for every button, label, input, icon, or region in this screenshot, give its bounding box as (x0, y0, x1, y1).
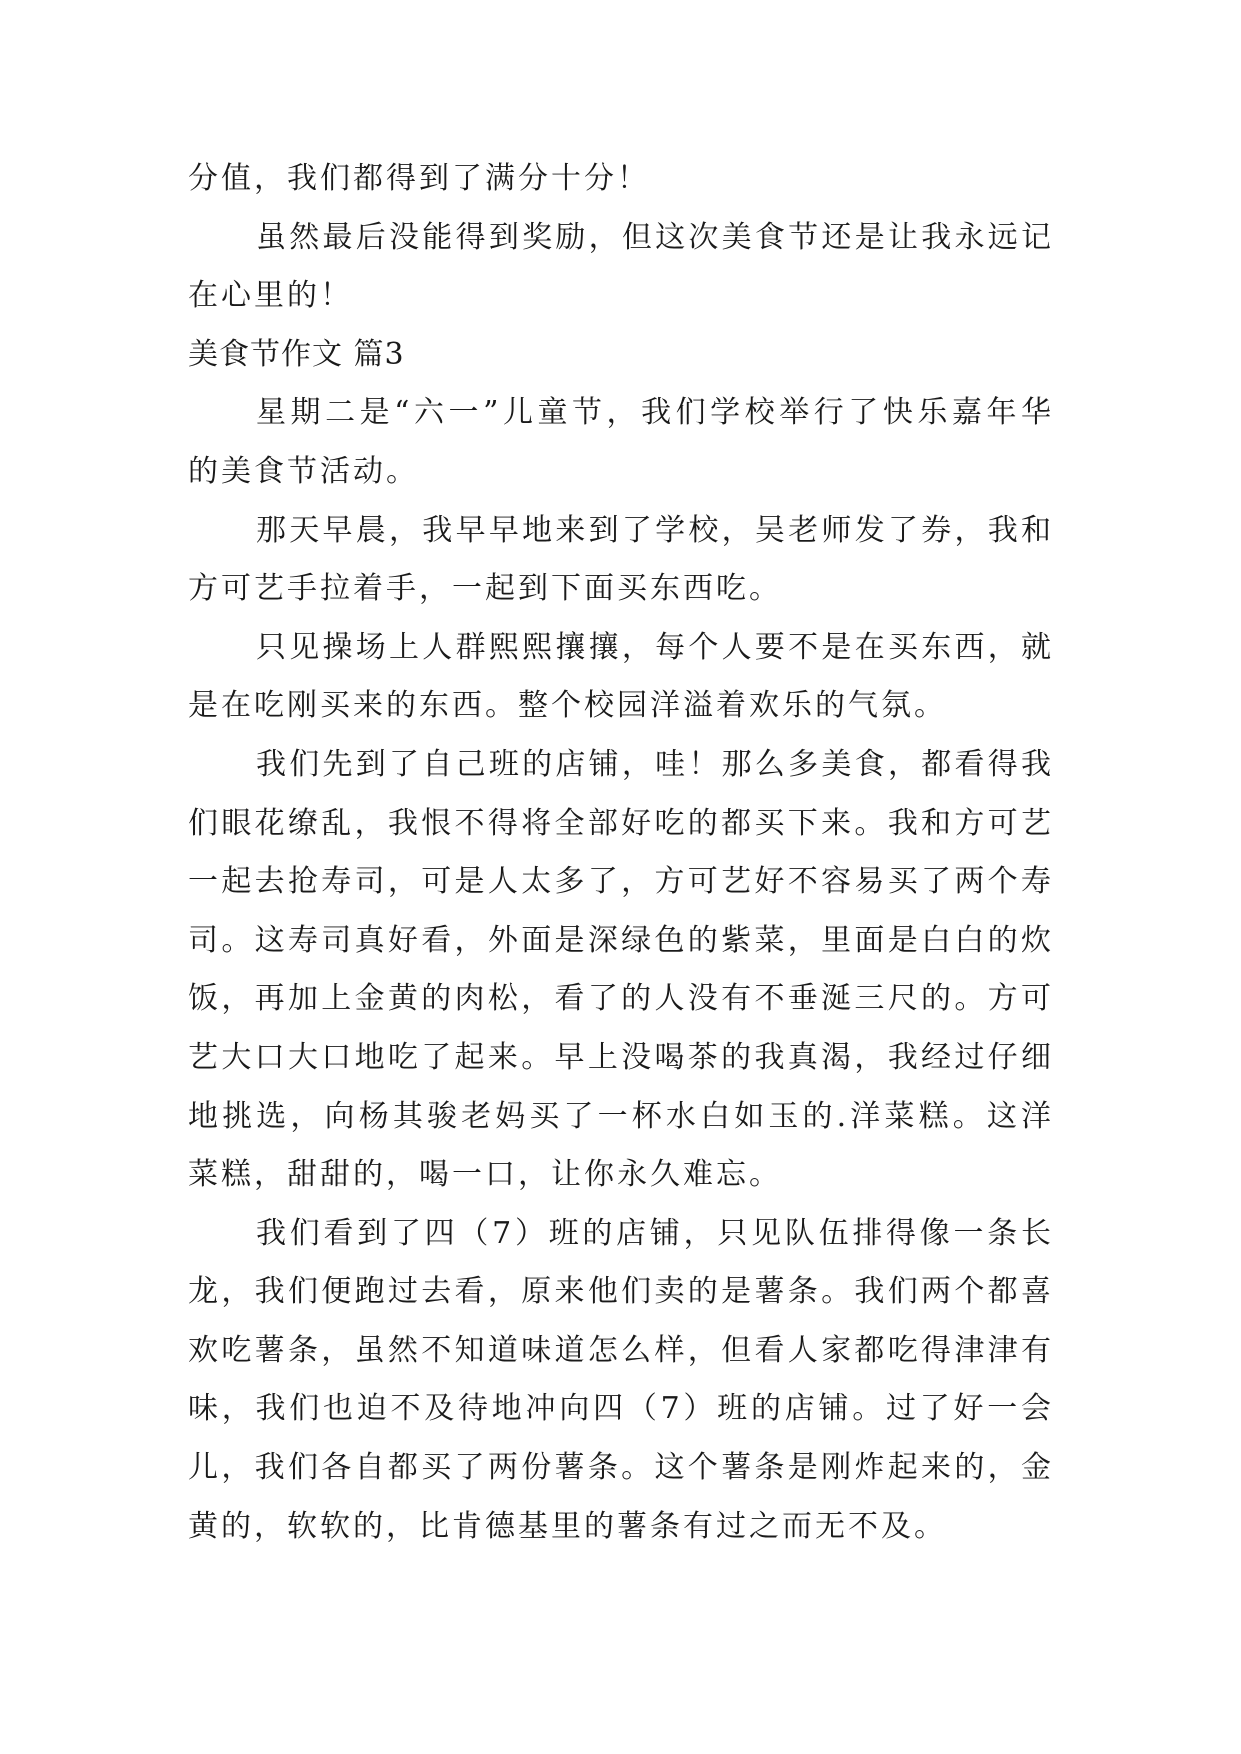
text-line: 欢吃薯条，虽然不知道味道怎么样，但看人家都吃得津津有 (188, 1332, 1054, 1368)
text-line: 菜糕，甜甜的，喝一口，让你永久难忘。 (188, 1157, 782, 1193)
text-line: 地挑选，向杨其骏老妈买了一杯水白如玉的.洋菜糕。这洋 (188, 1098, 1054, 1134)
text-line: 儿，我们各自都买了两份薯条。这个薯条是刚炸起来的，金 (188, 1450, 1054, 1486)
text-line: 虽然最后没能得到奖励，但这次美食节还是让我永远记 (256, 219, 1054, 255)
text-line: 黄的，软软的，比肯德基里的薯条有过之而无不及。 (188, 1508, 947, 1544)
text-line: 在心里的！ (188, 278, 353, 314)
text-line: 的美食节活动。 (188, 453, 419, 489)
section-heading: 美食节作文 篇3 (188, 336, 405, 372)
text-line: 那天早晨，我早早地来到了学校，吴老师发了券，我和 (256, 512, 1054, 548)
text-line: 们眼花缭乱，我恨不得将全部好吃的都买下来。我和方可艺 (188, 805, 1054, 841)
text-line: 艺大口大口地吃了起来。早上没喝茶的我真渴，我经过仔细 (188, 1039, 1054, 1075)
text-line: 是在吃刚买来的东西。整个校园洋溢着欢乐的气氛。 (188, 688, 947, 724)
text-line: 只见操场上人群熙熙攘攘，每个人要不是在买东西，就 (256, 629, 1054, 665)
text-line: 我们先到了自己班的店铺，哇！那么多美食，都看得我 (256, 746, 1054, 782)
text-line: 分值，我们都得到了满分十分！ (188, 161, 650, 196)
text-line: 我们看到了四（7）班的店铺，只见队伍排得像一条长 (256, 1215, 1054, 1251)
text-line: 星期二是“六一”儿童节，我们学校举行了快乐嘉年华 (256, 395, 1054, 431)
text-line: 方可艺手拉着手，一起到下面买东西吃。 (188, 571, 782, 607)
text-line: 一起去抢寿司，可是人太多了，方可艺好不容易买了两个寿 (188, 864, 1054, 900)
text-line: 龙，我们便跑过去看，原来他们卖的是薯条。我们两个都喜 (188, 1274, 1054, 1310)
text-line: 饭，再加上金黄的肉松，看了的人没有不垂涎三尺的。方可 (188, 981, 1054, 1017)
text-line: 司。这寿司真好看，外面是深绿色的紫菜，里面是白白的炊 (188, 922, 1054, 958)
document-body (188, 150, 1054, 1556)
text-line: 味，我们也迫不及待地冲向四（7）班的店铺。过了好一会 (188, 1391, 1054, 1427)
